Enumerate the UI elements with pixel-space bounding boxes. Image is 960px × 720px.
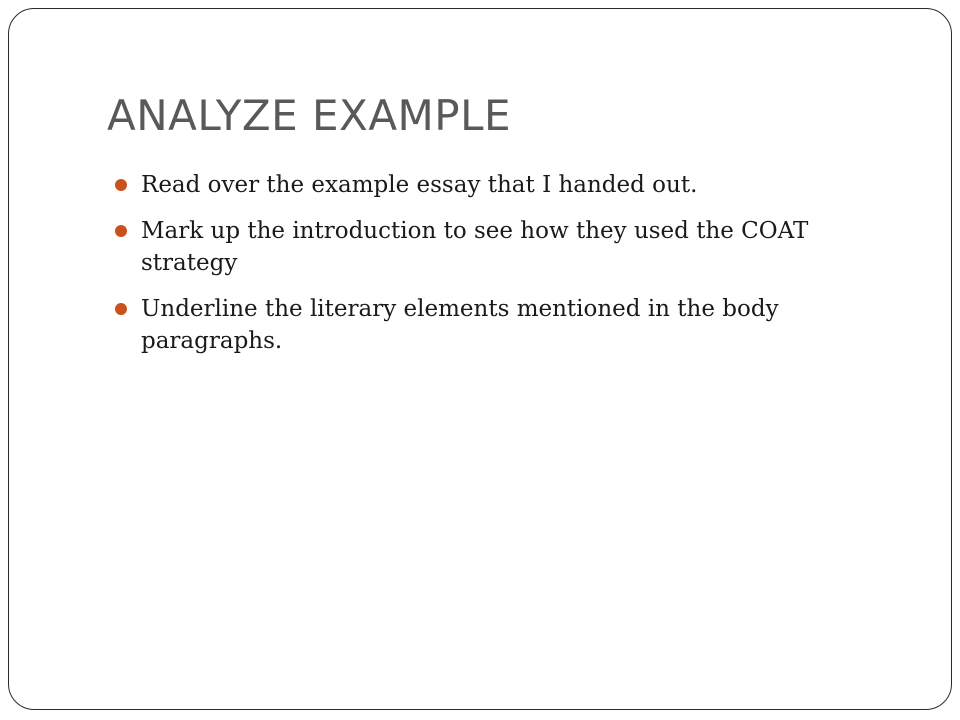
bullet-dot-icon <box>115 225 127 237</box>
bullet-dot-icon <box>115 303 127 315</box>
slide-title: ANALYZE EXAMPLE <box>107 91 512 140</box>
bullet-list <box>115 169 895 371</box>
bullet-item <box>115 169 895 201</box>
bullet-text: Mark up the introduction to see how they used the COAT strategy <box>141 218 809 276</box>
bullet-item <box>115 293 895 357</box>
bullet-item <box>115 215 895 279</box>
bullet-dot-icon <box>115 179 127 191</box>
bullet-text: Read over the example essay that I handed out. <box>141 172 698 198</box>
bullet-text: Underline the literary elements mentioned in the body paragraphs. <box>141 296 779 354</box>
slide-frame <box>8 8 952 710</box>
